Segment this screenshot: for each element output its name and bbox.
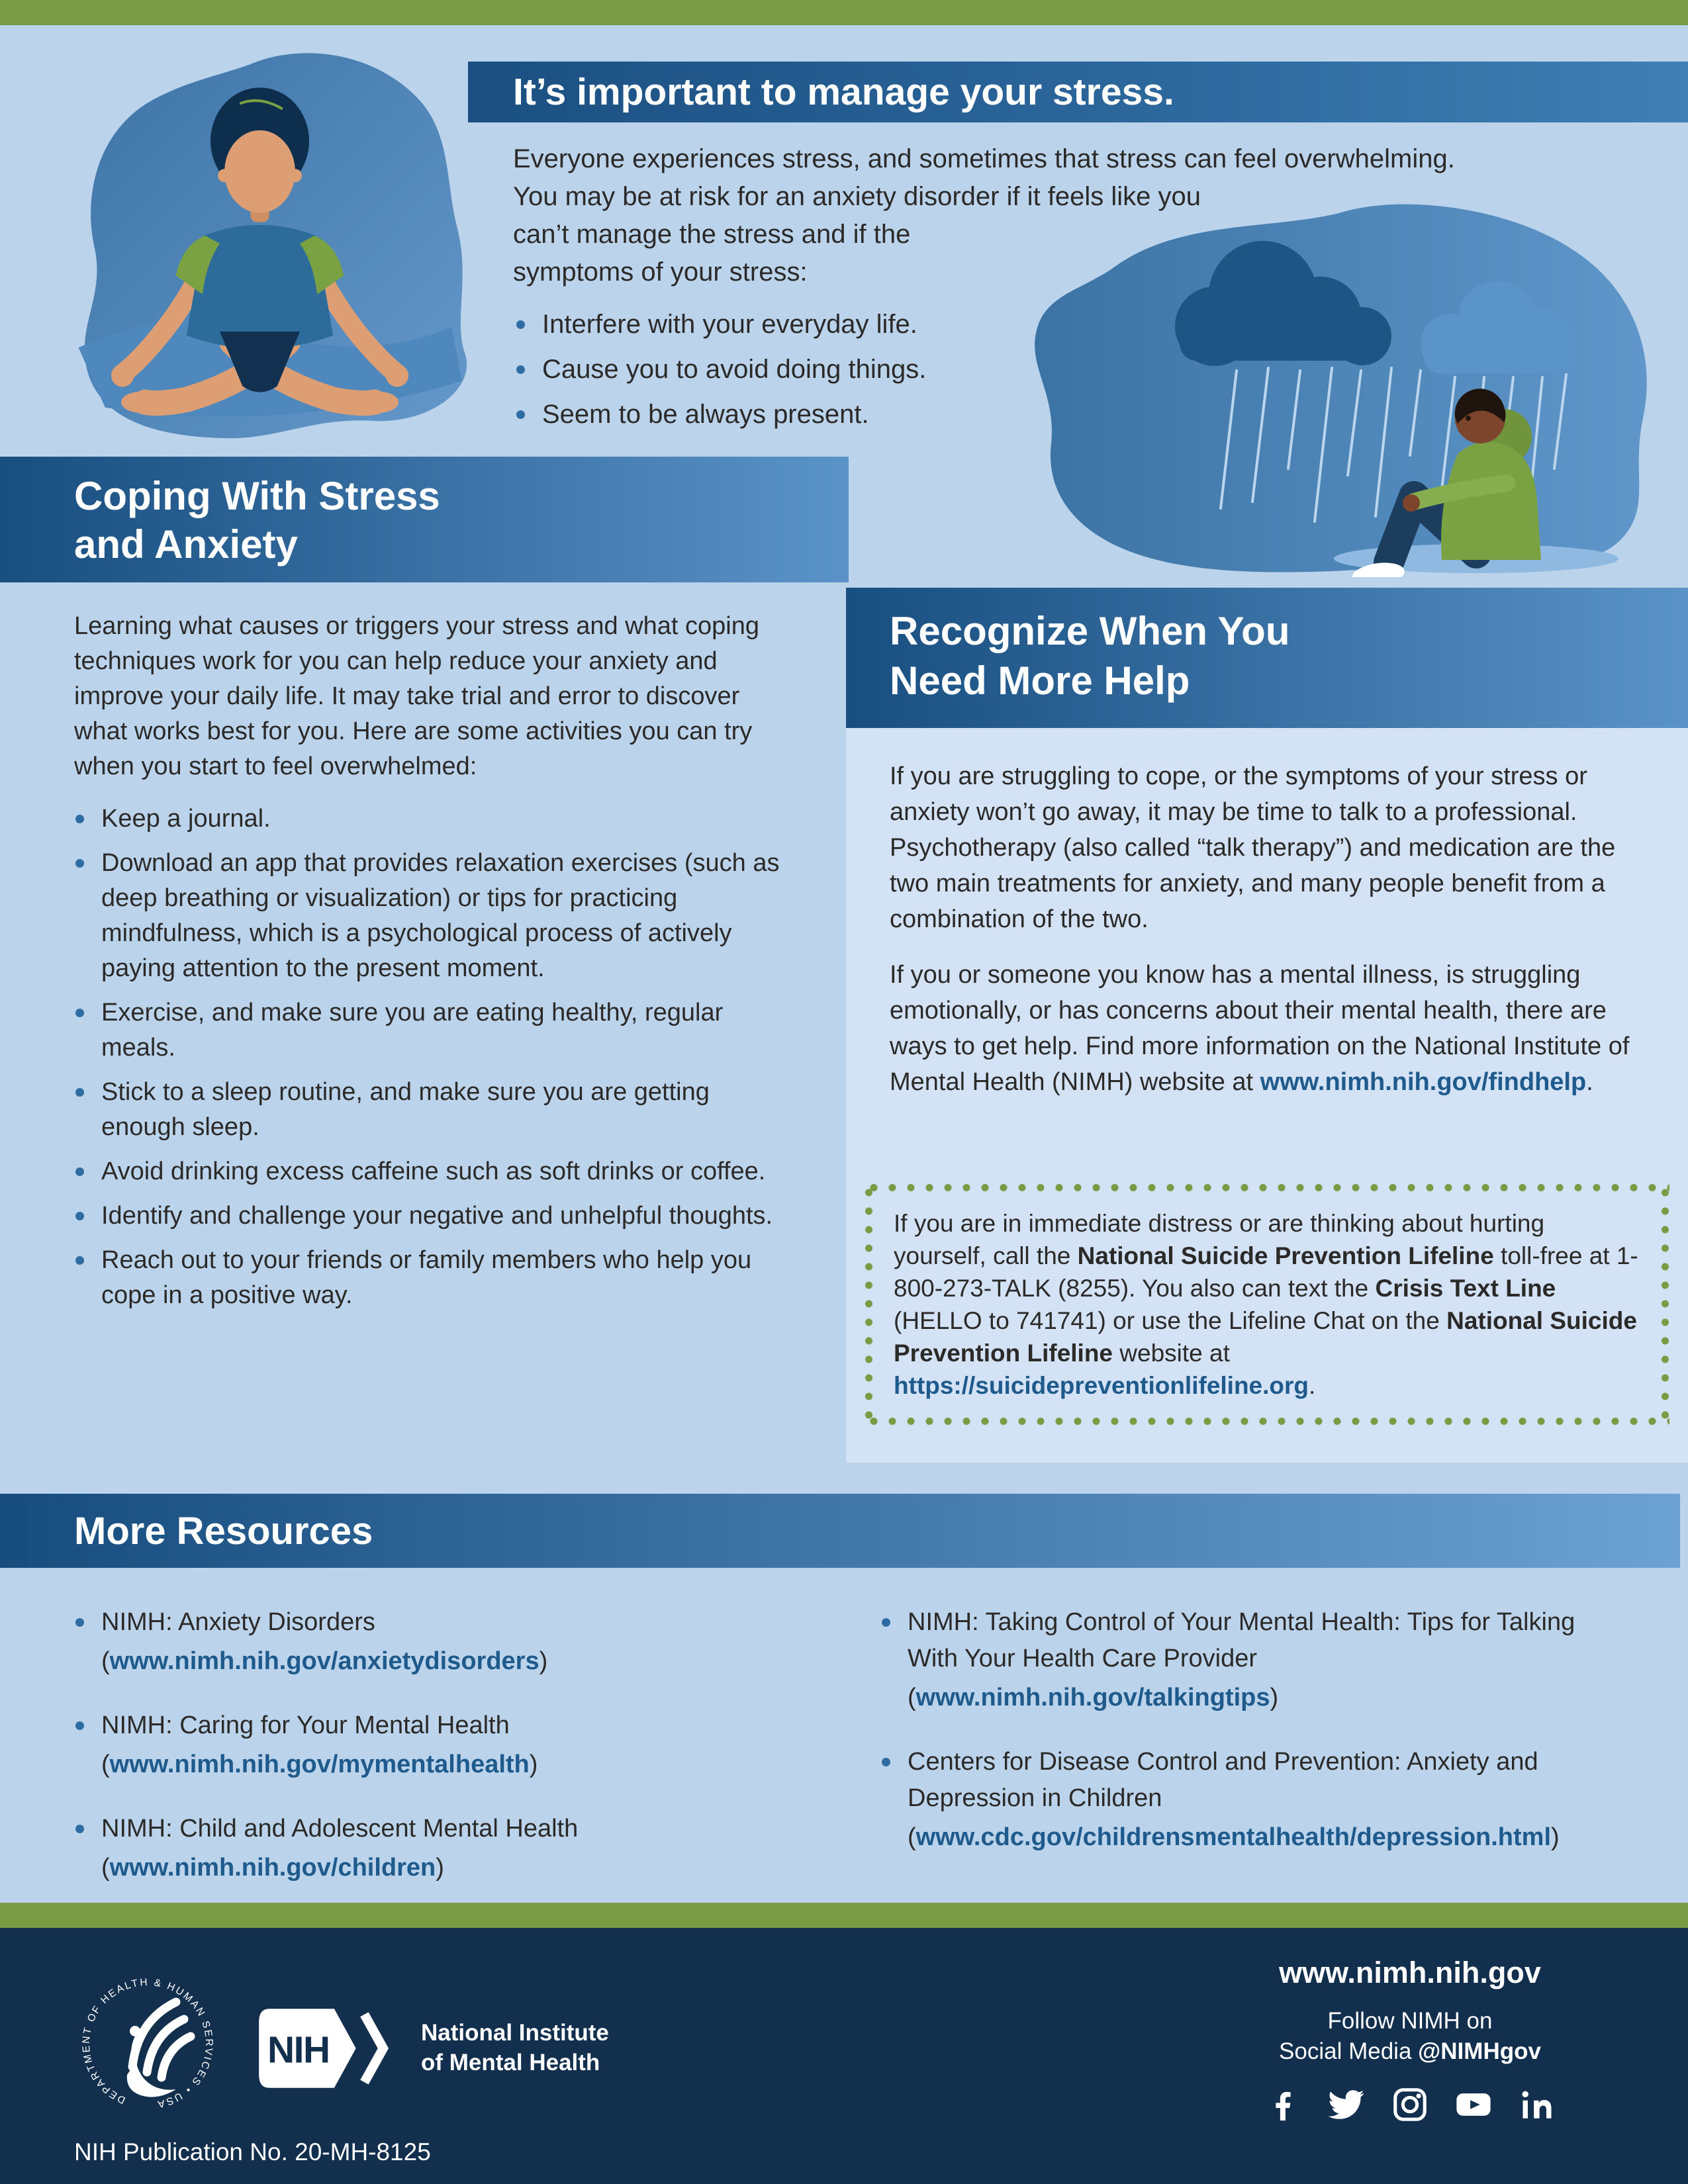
- crisis-text: website at: [1113, 1340, 1230, 1367]
- intro-line: symptoms of your stress:: [513, 257, 808, 287]
- findhelp-link[interactable]: www.nimh.nih.gov/findhelp: [1260, 1068, 1587, 1096]
- crisis-bold-text: Crisis Text Line: [1375, 1275, 1556, 1302]
- crisis-text: toll-free at 1-800-273-TALK (8255). You also can text the: [894, 1242, 1638, 1302]
- paren: (: [101, 1647, 110, 1675]
- paren: (: [908, 1684, 916, 1711]
- list-item-text: Cause you to avoid doing things.: [542, 355, 927, 384]
- list-item-text: Download an app that provides relaxation exercises (such as deep breathing or visualization) or tips for practicing mindfulness, which is a psychological process of actively paying attention to the present moment.: [101, 849, 780, 982]
- bullet-dot: [75, 1212, 84, 1220]
- coping-title-line2: and Anxiety: [74, 522, 298, 567]
- resources-left-column: [74, 1604, 792, 1914]
- crisis-text: If you are in immediate distress or are thinking about hurting yourself, call the: [894, 1210, 1545, 1269]
- resource-link-line: [101, 1643, 792, 1680]
- resource-title: NIMH: Taking Control of Your Mental Health: Tips for Talking With Your Health Care Provider: [908, 1608, 1575, 1672]
- resource-link[interactable]: www.cdc.gov/childrensmentalhealth/depression.html: [915, 1823, 1552, 1851]
- paren: (: [908, 1823, 916, 1851]
- coping-title-line1: Coping With Stress: [74, 474, 440, 518]
- bullet-dot: [75, 1721, 84, 1730]
- institute-name: [421, 2018, 609, 2077]
- list-item: [74, 1075, 792, 1145]
- bullet-dot: [75, 815, 84, 823]
- resource-link[interactable]: www.nimh.nih.gov/anxietydisorders: [109, 1647, 539, 1675]
- page-title: It’s important to manage your stress.: [513, 71, 1174, 113]
- resource-title: Centers for Disease Control and Prevention: Anxiety and Depression in Children: [908, 1748, 1538, 1812]
- coping-section-body: [74, 609, 792, 1322]
- resource-title: NIMH: Child and Adolescent Mental Health: [101, 1815, 579, 1843]
- bullet-dot: [75, 1825, 84, 1833]
- resource-link-line: [908, 1819, 1612, 1856]
- resource-link-line: [908, 1680, 1612, 1716]
- paren: ): [539, 1647, 548, 1675]
- bullet-dot: [516, 410, 525, 419]
- more-resources-title: More Resources: [74, 1509, 373, 1553]
- resource-item: [74, 1811, 792, 1886]
- bullet-dot: [75, 859, 84, 868]
- institute-name-line2: of Mental Health: [421, 2050, 600, 2075]
- recognize-section-body: [890, 758, 1648, 1100]
- resource-link[interactable]: www.nimh.nih.gov/mymentalhealth: [109, 1751, 530, 1778]
- coping-paragraph: Learning what causes or triggers your stress and what coping techniques work for you can help reduce your anxiety and improve your daily life. It may take trial and error to discover what works best for you. Here are some activities you can try when you start to feel overwhelmed:: [74, 612, 759, 780]
- hhs-seal-logo: [71, 1968, 224, 2120]
- linkedin-icon[interactable]: [1518, 2085, 1556, 2124]
- crisis-bold-text: National Suicide Prevention Lifeline: [1077, 1242, 1494, 1269]
- bullet-dot: [516, 365, 525, 374]
- footer-social-block: [1205, 1956, 1615, 2124]
- list-item-text: Stick to a sleep routine, and make sure you are getting enough sleep.: [101, 1078, 710, 1141]
- paren: ): [529, 1751, 538, 1778]
- coping-section-banner: [0, 457, 849, 582]
- list-item: [515, 306, 926, 343]
- nih-logo: [246, 2006, 402, 2091]
- bullet-dot: [75, 1009, 84, 1017]
- publication-number: NIH Publication No. 20-MH-8125: [74, 2138, 431, 2165]
- intro-line: You may be at risk for an anxiety disorder if it feels like you: [513, 182, 1201, 211]
- list-item-text: Identify and challenge your negative and unhelpful thoughts.: [101, 1202, 773, 1230]
- recognize-paragraph-2: [890, 957, 1648, 1100]
- crisis-text: (HELLO to 741741) or use the Lifeline Chat on the: [894, 1307, 1447, 1334]
- bottom-green-bar: [0, 1903, 1688, 1928]
- facebook-icon[interactable]: [1264, 2085, 1302, 2124]
- list-item: [74, 1243, 792, 1313]
- paren: ): [1270, 1684, 1279, 1711]
- twitter-icon[interactable]: [1327, 2085, 1366, 2124]
- meditation-illustration: [25, 33, 492, 449]
- paren: ): [436, 1854, 444, 1882]
- bullet-dot: [882, 1758, 890, 1766]
- resource-item: [880, 1604, 1612, 1716]
- list-item: [74, 846, 792, 986]
- recognize-section-title: [890, 606, 1688, 705]
- resource-title: NIMH: Anxiety Disorders: [101, 1608, 375, 1636]
- coping-section-title: [74, 472, 849, 569]
- bullet-dot: [516, 320, 525, 329]
- list-item-text: Avoid drinking excess caffeine such as soft drinks or coffee.: [101, 1158, 766, 1185]
- more-resources-banner: [0, 1494, 1680, 1568]
- list-item: [74, 1154, 792, 1189]
- nimh-handle: @NIMHgov: [1418, 2038, 1541, 2064]
- lifeline-link[interactable]: https://suicidepreventionlifeline.org: [894, 1372, 1309, 1399]
- follow-line2: [1205, 2036, 1615, 2067]
- list-item: [515, 351, 926, 388]
- stress-symptoms-list: [515, 306, 926, 441]
- nimh-website-link[interactable]: www.nimh.nih.gov: [1279, 1956, 1541, 1989]
- bullet-dot: [75, 1088, 84, 1097]
- list-item: [74, 1199, 792, 1234]
- bullet-dot: [75, 1618, 84, 1627]
- list-item-text: Exercise, and make sure you are eating healthy, regular meals.: [101, 999, 724, 1062]
- paren: (: [101, 1854, 110, 1882]
- recognize-paragraph-1: If you are struggling to cope, or the symptoms of your stress or anxiety won’t go away, it may be time to talk to a professional. Psychotherapy (also called “talk therapy”) and medication are the two main treatments for anxiety, and many people benefit from a combination of the two.: [890, 762, 1616, 933]
- crisis-text: .: [1309, 1372, 1316, 1399]
- resource-link[interactable]: www.nimh.nih.gov/talkingtips: [915, 1684, 1270, 1711]
- hero-banner: [468, 62, 1688, 122]
- resource-item: [74, 1707, 792, 1783]
- resource-item: [880, 1744, 1612, 1856]
- list-item-text: Reach out to your friends or family members who help you cope in a positive way.: [101, 1246, 752, 1309]
- paragraph-text: If you or someone you know has a mental illness, is struggling emotionally, or has concerns about their mental health, there are ways to get help. Find more information on the National Institute of Mental Health (NIMH) website at: [890, 961, 1630, 1096]
- resource-link[interactable]: www.nimh.nih.gov/children: [109, 1854, 436, 1882]
- recognize-section-banner: [846, 588, 1688, 728]
- youtube-icon[interactable]: [1454, 2085, 1493, 2124]
- paragraph-text: .: [1586, 1068, 1593, 1096]
- resources-right-column: [880, 1604, 1612, 1884]
- list-item: [74, 801, 792, 837]
- resource-title: NIMH: Caring for Your Mental Health: [101, 1711, 510, 1739]
- bullet-dot: [882, 1618, 890, 1627]
- bullet-dot: [75, 1167, 84, 1176]
- recognize-title-line1: Recognize When You: [890, 609, 1290, 653]
- hhs-eagle-icon: [127, 2002, 191, 2097]
- recognize-title-line2: Need More Help: [890, 659, 1190, 703]
- list-item: [515, 396, 926, 433]
- bullet-dot: [75, 1256, 84, 1265]
- crisis-bold-text: National Suicide Prevention Lifeline: [894, 1307, 1637, 1367]
- list-item-text: Interfere with your everyday life.: [542, 310, 917, 339]
- footer: [0, 1928, 1688, 2184]
- crisis-help-box: [865, 1183, 1669, 1426]
- top-green-bar: [0, 0, 1688, 25]
- recognize-section-panel: [846, 588, 1688, 1463]
- institute-name-line1: National Institute: [421, 2020, 609, 2046]
- list-item: [74, 995, 792, 1066]
- list-item-text: Seem to be always present.: [542, 400, 869, 429]
- sad-person-rain-illustration: [947, 191, 1688, 577]
- follow-line1: Follow NIMH on: [1327, 2008, 1493, 2034]
- intro-line: can’t manage the stress and if the: [513, 220, 911, 249]
- follow-line2-text: Social Media: [1279, 2038, 1419, 2064]
- social-icons-row: [1205, 2085, 1615, 2124]
- intro-line: Everyone experiences stress, and sometimes that stress can feel overwhelming.: [513, 144, 1455, 173]
- instagram-icon[interactable]: [1391, 2085, 1429, 2124]
- resource-link-line: [101, 1850, 792, 1886]
- resource-link-line: [101, 1747, 792, 1783]
- coping-activities-list: [74, 801, 792, 1313]
- paren: (: [101, 1751, 110, 1778]
- list-item-text: Keep a journal.: [101, 805, 271, 833]
- nih-logo-text: NIH: [267, 2029, 330, 2071]
- paren: ): [1551, 1823, 1560, 1851]
- follow-text: [1205, 2006, 1615, 2067]
- resource-item: [74, 1604, 792, 1680]
- hhs-seal-text: DEPARTMENT OF HEALTH & HUMAN SERVICES • USA: [80, 1976, 215, 2111]
